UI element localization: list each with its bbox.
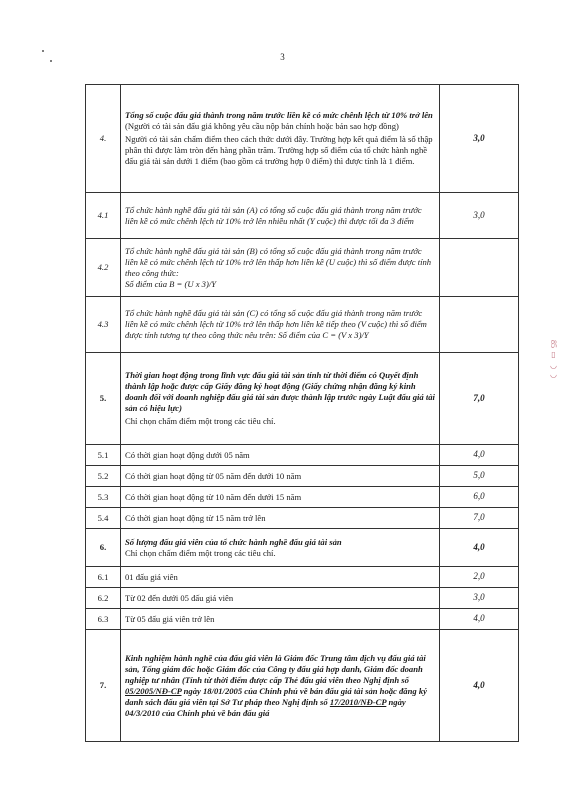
scan-speck <box>50 60 52 62</box>
row-content: Từ 02 đến dưới 05 đấu giá viên <box>121 588 440 609</box>
criterion-title: Tổng số cuộc đấu giá thành trong năm trước liền kề có mức chênh lệch từ 10% trở lên <box>125 110 433 120</box>
row-content: Có thời gian hoạt động dưới 05 năm <box>121 445 440 466</box>
max-score <box>440 239 519 297</box>
table-row <box>86 445 519 466</box>
row-content: Có thời gian hoạt động từ 10 năm đến dưới 15 năm <box>121 487 440 508</box>
table-row <box>86 630 519 742</box>
table-row <box>86 508 519 529</box>
row-content: 01 đấu giá viên <box>121 567 440 588</box>
row-content <box>121 529 440 567</box>
row-number: 7. <box>86 630 121 742</box>
row-number: 5.3 <box>86 487 121 508</box>
criterion-title: Thời gian hoạt động trong lĩnh vực đấu giá tài sản tính từ thời điểm có Quyết định thành lập hoặc được cấp Giấy đăng ký hoạt động (Giấy chứng nhận đăng ký kinh doanh đối với doanh nghiệp đấu giá tài sản được thành lập trước ngày Luật đấu giá tài sản có hiệu lực) <box>125 370 435 413</box>
max-score: 7,0 <box>440 353 519 445</box>
criterion-note: (Người có tài sản đấu giá không yêu cầu nộp bản chính hoặc bản sao hợp đồng) <box>125 121 399 131</box>
row-number: 4.2 <box>86 239 121 297</box>
row-content <box>121 630 440 742</box>
table-row <box>86 193 519 239</box>
criterion-title-part: ngày 18/01/2005 của Chính phủ về bán đấu giá tài sản hoặc đăng ký danh sách đấu giá viên tại Sở Tư pháp theo Nghị định số <box>125 685 427 707</box>
criterion-title-part: Kinh nghiệm hành nghề của đấu giá viên là Giám đốc Trung tâm dịch vụ đấu giá tài sản, Tổng giám đốc hoặc Giám đốc của Công ty đấu giá hợp danh, Giám đốc doanh nghiệp tư nhân (Tính từ thời điểm được cấp Thẻ đấu giá viên theo Nghị định số <box>125 652 426 685</box>
row-content <box>121 85 440 193</box>
table-row <box>86 529 519 567</box>
row-content <box>121 353 440 445</box>
max-score: 4,0 <box>440 609 519 630</box>
max-score: 7,0 <box>440 508 519 529</box>
max-score: 6,0 <box>440 487 519 508</box>
table-row <box>86 487 519 508</box>
table-row <box>86 353 519 445</box>
row-number: 5.4 <box>86 508 121 529</box>
row-number: 4.1 <box>86 193 121 239</box>
scan-speck <box>42 50 44 52</box>
criterion-title: Số lượng đấu giá viên của tổ chức hành nghề đấu giá tài sản <box>125 536 342 547</box>
row-content: Có thời gian hoạt động từ 05 năm đến dưới 10 năm <box>121 466 440 487</box>
row-number: 5.1 <box>86 445 121 466</box>
max-score: 4,0 <box>440 529 519 567</box>
criterion-description: Tổ chức hành nghề đấu giá tài sản (B) có tổng số cuộc đấu giá thành trong năm trước liền kề có mức chênh lệch từ 10% trở lên thấp hơn liền kề (U cuộc) thì số điểm được tính theo công thức: <box>125 245 432 278</box>
criterion-title-part: ngày 04/3/2010 của Chính phủ về bán đấu giá <box>125 696 406 718</box>
max-score: 4,0 <box>440 630 519 742</box>
table-row <box>86 239 519 297</box>
max-score: 3,0 <box>440 588 519 609</box>
table-row <box>86 85 519 193</box>
criterion-description: Chỉ chọn chấm điểm một trong các tiêu chí. <box>125 547 276 558</box>
page-number: 3 <box>280 52 285 62</box>
table-row <box>86 297 519 353</box>
row-content: Tổ chức hành nghề đấu giá tài sản (A) có tổng số cuộc đấu giá thành trong năm trước liền kề có mức chênh lệch từ 10% trở lên nhiều nhất (Y cuộc) thì được tối đa 3 điểm <box>121 193 440 239</box>
margin-stamp-mark: 85 ▯ ◡◡ <box>549 340 558 379</box>
score-formula: Số điểm của B = (U x 3)/Y <box>125 278 217 289</box>
decree-reference-link: 05/2005/NĐ-CP <box>125 685 182 696</box>
table-row <box>86 466 519 487</box>
criterion-description: Người có tài sản chấm điểm theo cách thức dưới đây. Trường hợp kết quả điểm là số thập phân thì được làm tròn đến hàng phần trăm. Trường hợp số điểm của tổ chức hành nghề đấu giá tài sản dưới 1 điểm (bao gồm cả trường hợp 0 điểm) thì được tính là 1 điểm. <box>125 134 433 166</box>
max-score: 4,0 <box>440 445 519 466</box>
table-row <box>86 588 519 609</box>
row-content: Có thời gian hoạt động từ 15 năm trở lên <box>121 508 440 529</box>
decree-reference-link: 17/2010/NĐ-CP <box>329 696 387 707</box>
row-number: 6.1 <box>86 567 121 588</box>
row-content: Từ 05 đấu giá viên trở lên <box>121 609 440 630</box>
table-row <box>86 567 519 588</box>
table-row <box>86 609 519 630</box>
max-score: 3,0 <box>440 193 519 239</box>
scoring-criteria-table <box>85 84 519 742</box>
row-number: 6. <box>86 529 121 567</box>
criterion-description: Chỉ chọn chấm điểm một trong các tiêu chí. <box>125 416 276 426</box>
max-score: 3,0 <box>440 85 519 193</box>
row-number: 5. <box>86 353 121 445</box>
row-number: 6.3 <box>86 609 121 630</box>
max-score <box>440 297 519 353</box>
row-number: 4. <box>86 85 121 193</box>
row-content <box>121 239 440 297</box>
row-number: 5.2 <box>86 466 121 487</box>
row-number: 4.3 <box>86 297 121 353</box>
row-number: 6.2 <box>86 588 121 609</box>
max-score: 2,0 <box>440 567 519 588</box>
max-score: 5,0 <box>440 466 519 487</box>
row-content: Tổ chức hành nghề đấu giá tài sản (C) có tổng số cuộc đấu giá thành trong năm trước liền kề có mức chênh lệch từ 10% trở lên thấp hơn liền kề tiếp theo (V cuộc) thì số điểm được tính tương tự theo công thức nêu trên: Số điểm của C = (V x 3)/Y <box>121 297 440 353</box>
